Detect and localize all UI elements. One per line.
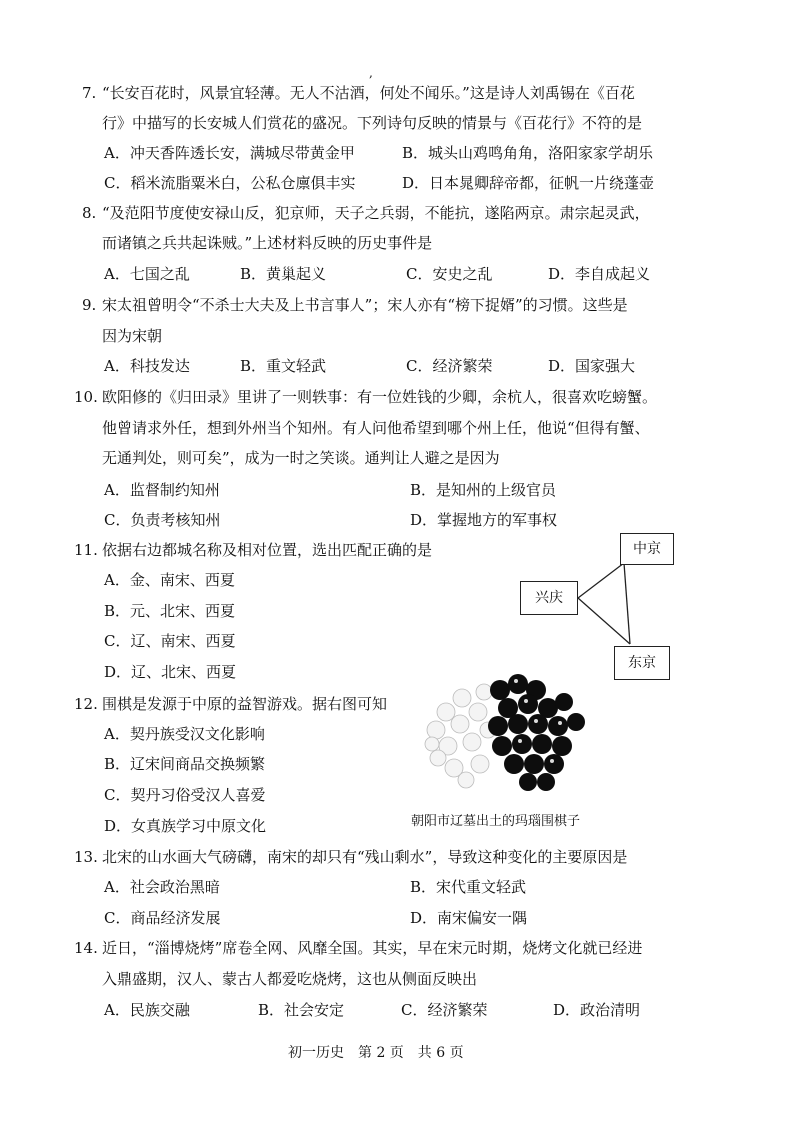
option-c[interactable]: C．稻米流脂粟米白，公私仓廪俱丰实	[104, 174, 356, 192]
page-footer: 初一历史 第 2 页 共 6 页	[288, 1045, 464, 1061]
capital-box-zhongjing: 中京	[620, 533, 674, 565]
question-text: “长安百花时，风景宜轻薄。无人不沽酒，何处不闻乐。”这是诗人刘禹锡在《百花	[102, 84, 635, 102]
question-number: 8.	[82, 204, 97, 222]
option-d[interactable]: D．李自成起义	[548, 265, 651, 283]
option-a[interactable]: A．科技发达	[104, 357, 190, 375]
question-text: 入鼎盛期，汉人、蒙古人都爱吃烧烤，这也从侧面反映出	[102, 970, 478, 988]
option-b[interactable]: B．社会安定	[258, 1001, 345, 1019]
option-d[interactable]: D．女真族学习中原文化	[104, 817, 267, 835]
option-c[interactable]: C．辽、南宋、西夏	[104, 632, 236, 650]
question-number: 12.	[74, 695, 98, 713]
question-text: 围棋是发源于中原的益智游戏。据右图可知	[102, 695, 388, 713]
option-a[interactable]: A．民族交融	[104, 1001, 190, 1019]
question-number: 9.	[82, 296, 97, 314]
capital-box-xingqing: 兴庆	[520, 581, 578, 615]
option-c[interactable]: C．负责考核知州	[104, 511, 221, 529]
option-c[interactable]: C．契丹习俗受汉人喜爱	[104, 786, 266, 804]
option-c[interactable]: C．经济繁荣	[406, 357, 493, 375]
option-a[interactable]: A．金、南宋、西夏	[104, 571, 235, 589]
option-a[interactable]: A．契丹族受汉文化影响	[104, 725, 265, 743]
stray-mark: ,	[369, 66, 373, 80]
option-d[interactable]: D．辽、北宋、西夏	[104, 663, 237, 681]
option-a[interactable]: A．冲天香阵透长安，满城尽带黄金甲	[104, 144, 355, 162]
question-number: 13.	[74, 848, 98, 866]
option-c[interactable]: C．安史之乱	[406, 265, 493, 283]
option-b[interactable]: B．元、北宋、西夏	[104, 602, 236, 620]
question-text: 近日，“淄博烧烤”席卷全网、风靡全国。其实，早在宋元时期，烧烤文化就已经进	[102, 939, 643, 957]
question-text: 北宋的山水画大气磅礴，南宋的却只有“残山剩水”，导致这种变化的主要原因是	[102, 848, 628, 866]
question-text: 行》中描写的长安城人们赏花的盛况。下列诗句反映的情景与《百花行》不符的是	[102, 114, 643, 132]
question-text: “及范阳节度使安禄山反，犯京师，天子之兵弱，不能抗，遂陷两京。肃宗起灵武，	[102, 204, 650, 222]
option-d[interactable]: D．政治清明	[553, 1001, 641, 1019]
option-b[interactable]: B．是知州的上级官员	[410, 481, 557, 499]
option-d[interactable]: D．日本晁卿辞帝都，征帆一片绕蓬壶	[402, 174, 655, 192]
option-a[interactable]: A．七国之乱	[104, 265, 190, 283]
option-b[interactable]: B．黄巢起义	[240, 265, 327, 283]
question-number: 10.	[74, 388, 98, 406]
option-b[interactable]: B．重文轻武	[240, 357, 327, 375]
question-number: 7.	[82, 84, 97, 102]
option-d[interactable]: D．国家强大	[548, 357, 636, 375]
option-c[interactable]: C．经济繁荣	[401, 1001, 488, 1019]
question-text: 而诸镇之兵共起诛贼。”上述材料反映的历史事件是	[102, 234, 433, 252]
option-a[interactable]: A．社会政治黑暗	[104, 878, 220, 896]
option-d[interactable]: D．南宋偏安一隅	[410, 909, 528, 927]
option-b[interactable]: B．辽宋间商品交换频繁	[104, 755, 266, 773]
option-a[interactable]: A．监督制约知州	[104, 481, 220, 499]
question-text: 因为宋朝	[102, 327, 163, 345]
question-text: 无通判处，则可矣”，成为一时之笑谈。通判让人避之是因为	[102, 449, 500, 467]
option-d[interactable]: D．掌握地方的军事权	[410, 511, 558, 529]
option-c[interactable]: C．商品经济发展	[104, 909, 221, 927]
question-number: 11.	[74, 541, 98, 559]
question-text: 依据右边都城名称及相对位置，选出匹配正确的是	[102, 541, 433, 559]
question-number: 14.	[74, 939, 98, 957]
question-text: 他曾请求外任，想到外州当个知州。有人问他希望到哪个州上任，他说“但得有蟹、	[102, 419, 650, 437]
capital-box-dongjing: 东京	[614, 646, 670, 680]
question-text: 宋太祖曾明令“不杀士大夫及上书言事人”；宋人亦有“榜下捉婿”的习惯。这些是	[102, 296, 628, 314]
option-b[interactable]: B．城头山鸡鸣角角，洛阳家家学胡乐	[402, 144, 654, 162]
option-b[interactable]: B．宋代重文轻武	[410, 878, 527, 896]
question-text: 欧阳修的《归田录》里讲了一则轶事：有一位姓钱的少卿，余杭人，很喜欢吃螃蟹。	[102, 388, 658, 406]
go-stones-photo	[418, 672, 598, 802]
go-stones-caption: 朝阳市辽墓出土的玛瑙围棋子	[411, 814, 581, 829]
